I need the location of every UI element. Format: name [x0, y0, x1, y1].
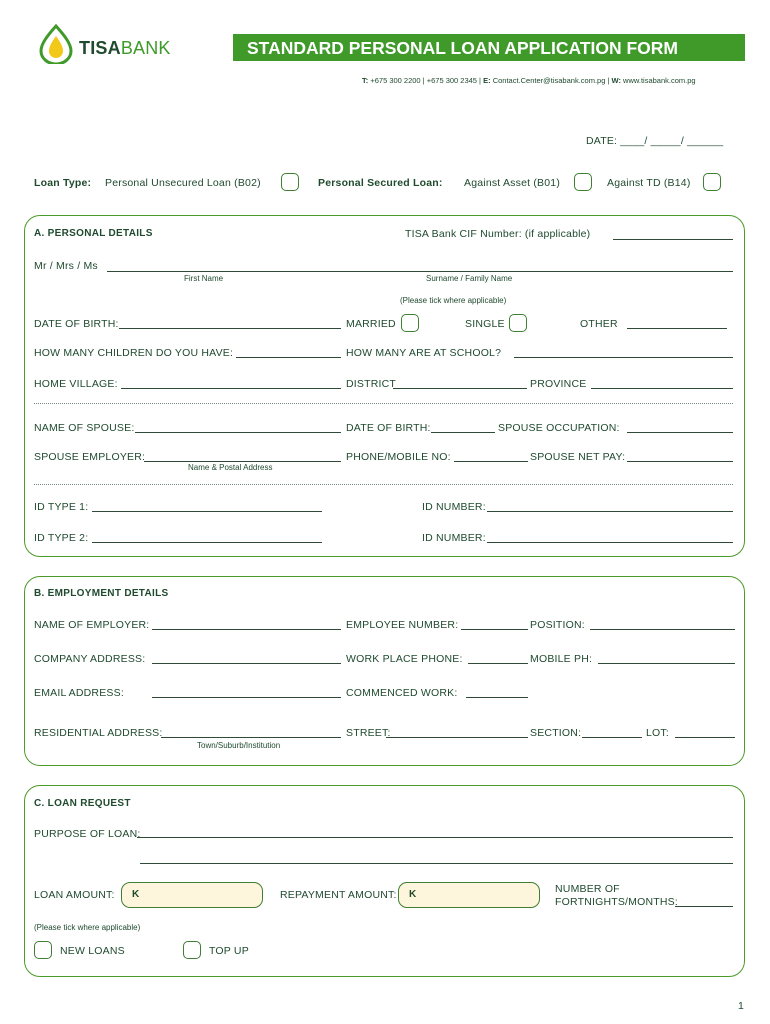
at-school-label: HOW MANY ARE AT SCHOOL? [346, 347, 502, 359]
cif-field[interactable] [613, 239, 733, 240]
loan-amount-field[interactable] [121, 882, 263, 908]
phone-mobile-label: PHONE/MOBILE NO: [346, 451, 451, 463]
married-label: MARRIED [346, 318, 396, 330]
id-type-1-field[interactable] [92, 511, 322, 512]
employee-number-field[interactable] [461, 629, 528, 630]
position-label: POSITION: [530, 619, 585, 631]
loan-amount-label: LOAN AMOUNT: [34, 889, 115, 901]
unsecured-loan-checkbox[interactable] [281, 173, 299, 191]
divider-1 [34, 403, 733, 404]
email-label: E: [483, 76, 491, 85]
new-loans-label: NEW LOANS [60, 945, 125, 957]
repayment-field[interactable] [398, 882, 540, 908]
spouse-employer-field[interactable] [144, 461, 341, 462]
fortnights-field[interactable] [675, 906, 733, 907]
tel-value: +675 300 2200 | +675 300 2345 | [370, 76, 482, 85]
phone-mobile-field[interactable] [454, 461, 528, 462]
residential-address-label: RESIDENTIAL ADDRESS: [34, 727, 163, 739]
married-checkbox[interactable] [401, 314, 419, 332]
position-field[interactable] [590, 629, 735, 630]
mobile-field[interactable] [598, 663, 735, 664]
town-suburb-caption: Town/Suburb/Institution [197, 741, 281, 750]
id-number-1-field[interactable] [487, 511, 733, 512]
fortnights-label-2: FORTNIGHTS/MONTHS: [555, 896, 678, 908]
name-postal-caption: Name & Postal Address [188, 463, 273, 472]
id-number-1-label: ID NUMBER: [422, 501, 486, 513]
divider-2 [34, 484, 733, 485]
work-phone-field[interactable] [468, 663, 528, 664]
web-label: W: [611, 76, 621, 85]
loan-request-section [24, 785, 745, 977]
single-label: SINGLE [465, 318, 505, 330]
commenced-label: COMMENCED WORK: [346, 687, 458, 699]
logo-text-bold: TISA [79, 38, 121, 58]
loan-request-title: C. LOAN REQUEST [34, 798, 131, 809]
bank-logo [38, 24, 178, 68]
name-field[interactable] [107, 271, 733, 272]
dob-label: DATE OF BIRTH: [34, 318, 119, 330]
purpose-label: PURPOSE OF LOAN: [34, 828, 141, 840]
id-type-1-label: ID TYPE 1: [34, 501, 89, 513]
commenced-field[interactable] [466, 697, 528, 698]
province-label: PROVINCE [530, 378, 587, 390]
other-field[interactable] [627, 328, 727, 329]
loan-amount-currency: K [132, 889, 140, 900]
spouse-occupation-label: SPOUSE OCCUPATION: [498, 422, 620, 434]
first-name-caption: First Name [184, 274, 224, 283]
top-up-checkbox[interactable] [183, 941, 201, 959]
spouse-name-label: NAME OF SPOUSE: [34, 422, 135, 434]
contact-line [362, 76, 696, 85]
spouse-net-pay-field[interactable] [627, 461, 733, 462]
children-label: HOW MANY CHILDREN DO YOU HAVE: [34, 347, 234, 359]
tick-note: (Please tick where applicable) [400, 296, 507, 305]
purpose-field-line-1[interactable] [137, 837, 733, 838]
page-number: 1 [738, 1000, 745, 1012]
street-field[interactable] [386, 737, 528, 738]
against-asset-checkbox[interactable] [574, 173, 592, 191]
drop-logo-icon [38, 24, 74, 64]
against-asset-label: Against Asset (B01) [464, 177, 561, 189]
form-title: STANDARD PERSONAL LOAN APPLICATION FORM [247, 38, 679, 58]
spouse-dob-label: DATE OF BIRTH: [346, 422, 431, 434]
unsecured-loan-label: Personal Unsecured Loan (B02) [105, 177, 261, 189]
email-value: Contact.Center@tisabank.com.pg | [492, 76, 610, 85]
work-phone-label: WORK PLACE PHONE: [346, 653, 463, 665]
against-td-label: Against TD (B14) [607, 177, 691, 189]
purpose-field-line-2[interactable] [140, 863, 733, 864]
section-field[interactable] [582, 737, 642, 738]
dob-field[interactable] [119, 328, 341, 329]
fortnights-label-1: NUMBER OF [555, 883, 620, 895]
id-number-2-field[interactable] [487, 542, 733, 543]
employer-label: NAME OF EMPLOYER: [34, 619, 150, 631]
street-label: STREET: [346, 727, 391, 739]
children-field[interactable] [236, 357, 341, 358]
top-up-label: TOP UP [209, 945, 249, 957]
at-school-field[interactable] [514, 357, 733, 358]
repayment-label: REPAYMENT AMOUNT: [280, 889, 397, 901]
company-address-field[interactable] [152, 663, 341, 664]
personal-details-title: A. PERSONAL DETAILS [34, 228, 153, 239]
district-label: DISTRICT [346, 378, 397, 390]
lot-label: LOT: [646, 727, 669, 739]
employer-field[interactable] [152, 629, 341, 630]
spouse-employer-label: SPOUSE EMPLOYER: [34, 451, 146, 463]
employment-details-title: B. EMPLOYMENT DETAILS [34, 588, 169, 599]
other-label: OTHER [580, 318, 618, 330]
single-checkbox[interactable] [509, 314, 527, 332]
loan-type-label: Loan Type: [34, 177, 92, 189]
id-type-2-field[interactable] [92, 542, 322, 543]
cif-label: TISA Bank CIF Number: (if applicable) [405, 228, 591, 240]
company-address-label: COMPANY ADDRESS: [34, 653, 146, 665]
employee-number-label: EMPLOYEE NUMBER: [346, 619, 459, 631]
spouse-occupation-field[interactable] [627, 432, 733, 433]
email-address-field[interactable] [152, 697, 341, 698]
new-loans-checkbox[interactable] [34, 941, 52, 959]
home-village-label: HOME VILLAGE: [34, 378, 118, 390]
web-value: www.tisabank.com.pg [623, 76, 696, 85]
lot-field[interactable] [675, 737, 735, 738]
title-label: Mr / Mrs / Ms [34, 260, 98, 272]
id-type-2-label: ID TYPE 2: [34, 532, 89, 544]
spouse-name-field[interactable] [135, 432, 341, 433]
spouse-dob-field[interactable] [431, 432, 495, 433]
surname-caption: Surname / Family Name [426, 274, 513, 283]
tel-label: T: [362, 76, 369, 85]
residential-address-field[interactable] [161, 737, 341, 738]
secured-loan-label: Personal Secured Loan: [318, 177, 443, 189]
against-td-checkbox[interactable] [703, 173, 721, 191]
id-number-2-label: ID NUMBER: [422, 532, 486, 544]
home-village-field[interactable] [121, 388, 341, 389]
spouse-net-pay-label: SPOUSE NET PAY: [530, 451, 626, 463]
form-title-banner [233, 34, 745, 61]
loan-tick-note: (Please tick where applicable) [34, 923, 141, 932]
email-address-label: EMAIL ADDRESS: [34, 687, 124, 699]
repayment-currency: K [409, 889, 417, 900]
date-field[interactable]: DATE: ____/ _____/ ______ [586, 135, 724, 147]
mobile-label: MOBILE PH: [530, 653, 593, 665]
district-field[interactable] [393, 388, 527, 389]
logo-text-light: BANK [120, 38, 171, 58]
province-field[interactable] [591, 388, 733, 389]
section-label: SECTION: [530, 727, 582, 739]
